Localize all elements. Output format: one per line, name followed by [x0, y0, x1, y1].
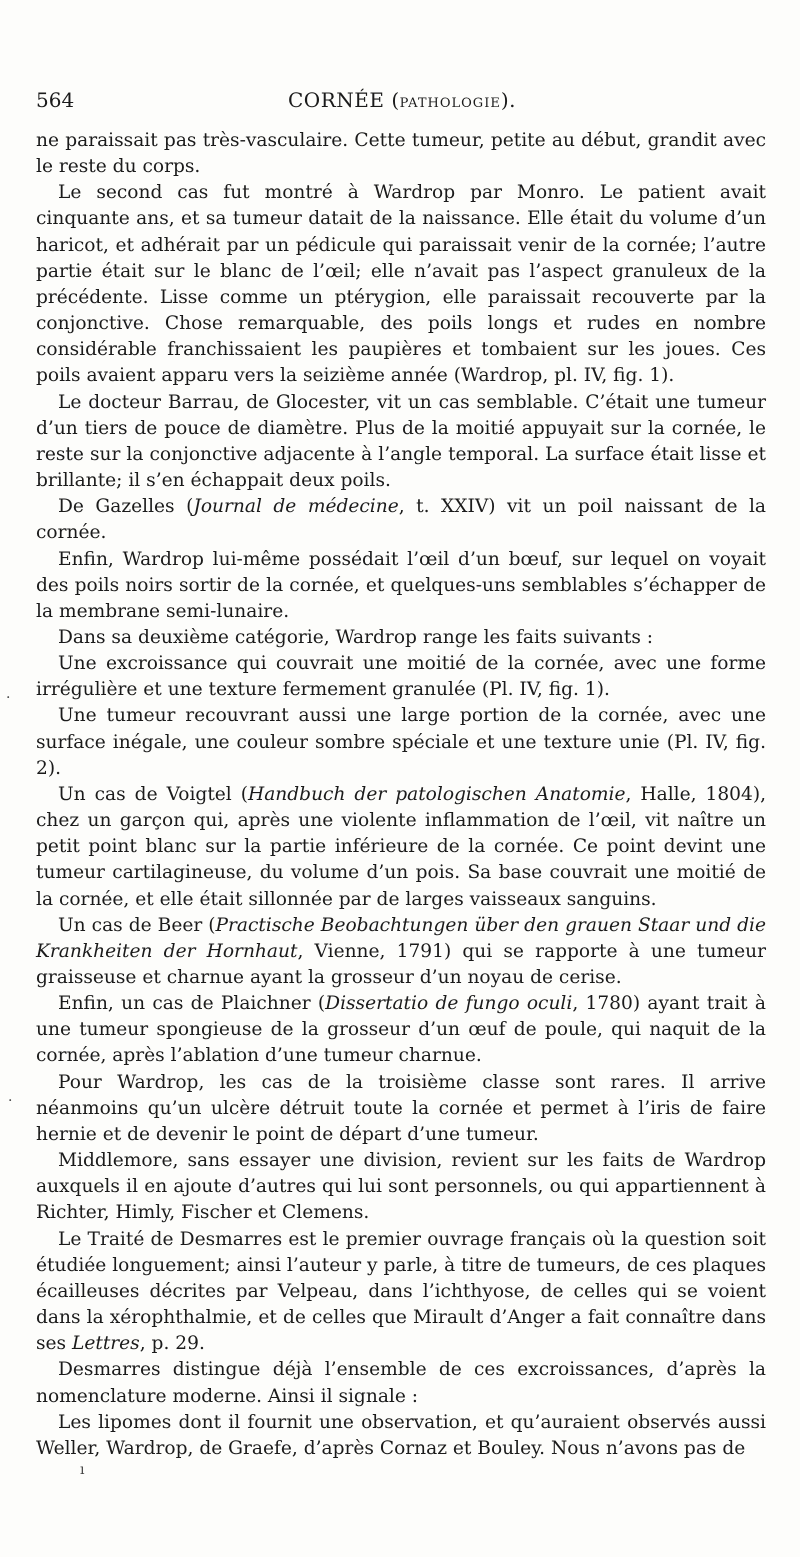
paragraph: [36, 1148, 766, 1226]
text-run: , Vienne, 1791) qui se rapporte à une tumeur graisseuse et charnue ayant la grosseur d’un noyau de cerise.: [36, 940, 766, 988]
paragraph: [36, 1410, 766, 1462]
margin-speck: ·: [8, 1093, 13, 1109]
paragraph: [36, 991, 766, 1069]
paragraph: [36, 128, 766, 180]
running-title-close: ).: [500, 88, 516, 112]
paragraph: [36, 782, 766, 913]
running-header: [36, 88, 766, 118]
margin-speck: ·: [6, 690, 11, 706]
running-title-small-caps: PATHOLOGIE: [399, 96, 501, 111]
body-text: [36, 128, 766, 1462]
text-run: , p. 29.: [139, 1333, 205, 1355]
italic-title: Handbuch der patologischen Anatomie: [248, 783, 626, 805]
text-run: Pour Wardrop, les cas de la troisième classe sont rares. Il arrive néanmoins qu’un ulcère détruit toute la cornée et permet à l’iris de faire hernie et de devenir le point de départ d’une tumeur.: [36, 1071, 766, 1145]
text-run: Dans sa deuxième catégorie, Wardrop range les faits suivants :: [58, 626, 654, 648]
page-number: 564: [36, 88, 75, 112]
text-run: De Gazelles (: [58, 496, 194, 518]
paragraph: [36, 913, 766, 991]
italic-title: Lettres: [72, 1333, 140, 1355]
paragraph: [36, 651, 766, 703]
text-run: , Halle, 1804), chez un garçon qui, après une violente inflammation de l’œil, vit naître un petit point blanc sur la partie inférieure de la cornée. Ce point devint une tumeur cartilagineuse, du volume d’un pois. Sa base couvrait une moitié de la cornée, et elle était sillonnée par de larges vaisseaux sanguins.: [36, 783, 766, 910]
paragraph: [36, 547, 766, 625]
paragraph: [36, 390, 766, 495]
text-run: Enfin, un cas de Plaichner (: [58, 993, 326, 1015]
paragraph: [36, 1070, 766, 1148]
italic-title: Dissertatio de fungo oculi: [325, 993, 573, 1015]
text-run: Une excroissance qui couvrait une moitié de la cornée, avec une forme irrégulière et une texture fermement granulée (Pl. IV, fig. 1).: [36, 653, 766, 701]
text-run: , 1780) ayant trait à une tumeur spongieuse de la grosseur d’un œuf de poule, qui naquit de la cornée, après l’ablation d’une tumeur charnue.: [36, 993, 767, 1067]
text-run: Middlemore, sans essayer une division, revient sur les faits de Wardrop auxquels il en ajoute d’autres qui lui sont personnels, ou qui appartiennent à Richter, Himly, Fischer et Clemens.: [36, 1150, 766, 1224]
italic-title: Practische Beobachtungen über den grauen Staar und die Krankheiten der Hornhaut: [36, 914, 766, 962]
paragraph: [36, 703, 766, 781]
italic-title: Journal de médecine: [193, 496, 399, 518]
running-title: [288, 88, 516, 112]
text-run: Le Traité de Desmarres est le premier ouvrage français où la question soit étudiée longuement; ainsi l’auteur y parle, à titre de tumeurs, de ces plaques écailleuses décrites par Velpeau, dans l’ichthyose, de celles qui se voient dans la xérophthalmie, et de celles que Mirault d’Anger a fait connaître dans ses: [36, 1228, 766, 1355]
paragraph: [36, 625, 766, 651]
text-run: , t. XXIV) vit un poil naissant de la cornée.: [36, 496, 766, 544]
paragraph: [36, 1227, 766, 1358]
paragraph: [36, 494, 766, 546]
text-run: Enfin, Wardrop lui-même possédait l’œil d’un bœuf, sur lequel on voyait des poils noirs sortir de la cornée, et quelques-uns semblables s’échapper de la membrane semi-lunaire.: [36, 548, 766, 622]
text-run: ne paraissait pas très-vasculaire. Cette tumeur, petite au début, grandit avec le reste du corps.: [36, 130, 766, 178]
paragraph: [36, 1357, 766, 1409]
text-run: Les lipomes dont il fournit une observation, et qu’auraient observés aussi Weller, Wardrop, de Graefe, d’après Cornaz et Bouley. Nous n’avons pas de: [36, 1411, 766, 1459]
text-run: Une tumeur recouvrant aussi une large portion de la cornée, avec une surface inégale, une couleur sombre spéciale et une texture unie (Pl. IV, fig. 2).: [36, 705, 766, 779]
running-title-main: CORNÉE (: [288, 88, 400, 112]
text-run: Desmarres distingue déjà l’ensemble de ces excroissances, d’après la nomenclature moderne. Ainsi il signale :: [36, 1359, 766, 1407]
paragraph: [36, 180, 766, 389]
text-run: Un cas de Voigtel (: [58, 783, 248, 805]
text-run: Un cas de Beer (: [58, 914, 216, 936]
text-run: Le docteur Barrau, de Glocester, vit un cas semblable. C’était une tumeur d’un tiers de pouce de diamètre. Plus de la moitié appuyait sur la cornée, le reste sur la conjonctive adjacente à l’angle temporal. La surface était lisse et brillante; il s’en échappait deux poils.: [36, 391, 766, 492]
margin-speck: ı: [80, 1462, 85, 1478]
text-run: Le second cas fut montré à Wardrop par Monro. Le patient avait cinquante ans, et sa tumeur datait de la naissance. Elle était du volume d’un haricot, et adhérait par un pédicule qui paraissait venir de la cornée; l’autre partie était sur le blanc de l’œil; elle n’avait pas l’aspect granuleux de la précédente. Lisse comme un ptérygion, elle paraissait recouverte par la conjonctive. Chose remarquable, des poils longs et rudes en nombre considérable franchissaient les paupières et tombaient sur les joues. Ces poils avaient apparu vers la seizième année (Wardrop, pl. IV, fig. 1).: [36, 182, 766, 387]
